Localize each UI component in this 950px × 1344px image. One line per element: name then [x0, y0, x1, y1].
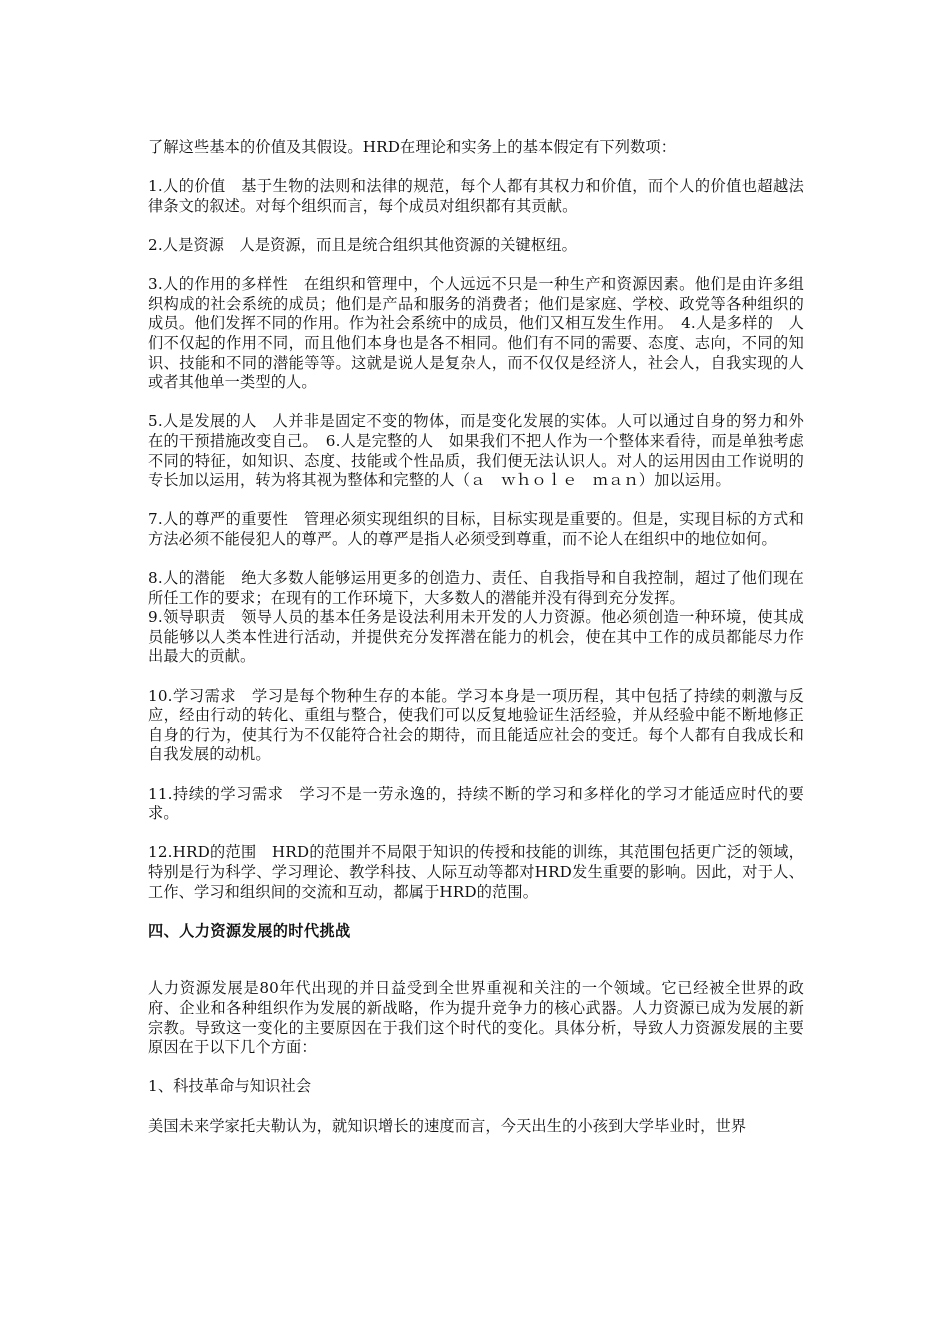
assumption-5-6-paragraph: 5.人是发展的人 人并非是固定不变的物体，而是变化发展的实体。人可以通过自身的努力和外在的干预措施改变自己。 6.人是完整的人 如果我们不把人作为一个整体来看待，而是单独考虑不同的特征，如知识、态度、技能或个性品质，我们便无法认识人。对人的运用因由工作说明的专长加以运用，转为将其视为整体和完整的人（ａ ｗｈｏｌｅ ｍａｎ）加以运用。	[148, 412, 804, 490]
section-heading: 四、人力资源发展的时代挑战	[148, 921, 351, 940]
assumption-8-paragraph: 8.人的潜能 绝大多数人能够运用更多的创造力、责任、自我指导和自我控制，超过了他们现在所任工作的要求；在现有的工作环境下，大多数人的潜能并没有得到充分发挥。	[148, 569, 804, 607]
subsection-paragraph: 美国未来学家托夫勒认为，就知识增长的速度而言，今天出生的小孩到大学毕业时，世界	[148, 1116, 747, 1135]
section-intro-paragraph: 人力资源发展是80年代出现的并日益受到全世界重视和关注的一个领域。它已经被全世界的政府、企业和各种组织作为发展的新战略，作为提升竞争力的核心武器。人力资源已成为发展的新宗教。导致这一变化的主要原因在于我们这个时代的变化。具体分析，导致人力资源发展的主要原因在于以下几个方面：	[148, 979, 804, 1057]
assumption-10-paragraph: 10.学习需求 学习是每个物种生存的本能。学习本身是一项历程，其中包括了持续的刺激与反应，经由行动的转化、重组与整合，使我们可以反复地验证生活经验，并从经验中能不断地修正自身的行为，使其行为不仅能符合社会的期待，而且能适应社会的变迁。每个人都有自我成长和自我发展的动机。	[148, 686, 804, 764]
document-body	[148, 138, 804, 1156]
assumption-12-paragraph: 12.HRD的范围 HRD的范围并不局限于知识的传授和技能的训练，其范围包括更广泛的领域，特别是行为科学、学习理论、教学科技、人际互动等都对HRD发生重要的影响。因此，对于人、工作、学习和组织间的交流和互动，都属于HRD的范围。	[148, 843, 804, 901]
assumption-7-paragraph: 7.人的尊严的重要性 管理必须实现组织的目标，目标实现是重要的。但是，实现目标的方式和方法必须不能侵犯人的尊严。人的尊严是指人必须受到尊重，而不论人在组织中的地位如何。	[148, 510, 804, 548]
assumption-2-paragraph: 2.人是资源 人是资源，而且是统合组织其他资源的关键枢纽。	[148, 235, 577, 254]
assumption-11-paragraph: 11.持续的学习需求 学习不是一劳永逸的，持续不断的学习和多样化的学习才能适应时代的要求。	[148, 784, 804, 823]
assumption-9-paragraph: 9.领导职责 领导人员的基本任务是设法利用未开发的人力资源。他必须创造一种环境，使其成员能够以人类本性进行活动，并提供充分发挥潜在能力的机会，使在其中工作的成员都能尽力作出最大的贡献。	[148, 608, 804, 666]
assumption-3-4-paragraph: 3.人的作用的多样性 在组织和管理中，个人远远不只是一种生产和资源因素。他们是由许多组织构成的社会系统的成员；他们是产品和服务的消费者；他们是家庭、学校、政党等各种组织的成员。他们发挥不同的作用。作为社会系统中的成员，他们又相互发生作用。 4.人是多样的 人们不仅起的作用不同，而且他们本身也是各不相同。他们有不同的需要、态度、志向，不同的知识、技能和不同的潜能等等。这就是说人是复杂人，而不仅仅是经济人，社会人，自我实现的人或者其他单一类型的人。	[148, 275, 804, 392]
subsection-heading: 1、科技革命与知识社会	[148, 1077, 312, 1096]
assumption-1-paragraph: 1.人的价值 基于生物的法则和法律的规范，每个人都有其权力和价值，而个人的价值也超越法律条文的叙述。对每个组织而言，每个成员对组织都有其贡献。	[148, 177, 804, 215]
intro-paragraph: 了解这些基本的价值及其假设。HRD在理论和实务上的基本假定有下列数项：	[148, 138, 677, 156]
